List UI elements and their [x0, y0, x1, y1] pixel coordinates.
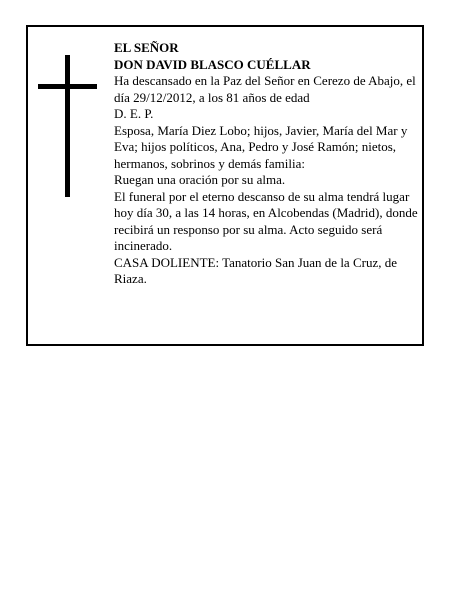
cross-vertical-bar	[65, 55, 70, 197]
family-list: Esposa, María Diez Lobo; hijos, Javier, María del Mar y Eva; hijos políticos, Ana, Pedro y José Ramón; nietos, hermanos, sobrinos y demás familia:	[114, 122, 408, 171]
prayer-request: Ruegan una oración por su alma.	[114, 172, 286, 187]
funeral-details: El funeral por el eterno descanso de su alma tendrá lugar hoy día 30, a las 14 horas, en Alcobendas (Madrid), donde recibirá un responso por su alma. Acto seguido será incinerado.	[114, 188, 418, 253]
mourning-house: CASA DOLIENTE: Tanatorio San Juan de la Cruz, de Riaza.	[114, 254, 397, 286]
cross-horizontal-bar	[38, 84, 97, 89]
deceased-name: DON DAVID BLASCO CUÉLLAR	[114, 56, 311, 72]
heading-title: EL SEÑOR	[114, 40, 179, 55]
death-announcement: Ha descansado en la Paz del Señor en Cerezo de Abajo, el día 29/12/2012, a los 81 años de edad	[114, 73, 416, 105]
rip-line: D. E. P.	[114, 106, 154, 121]
obituary-notice	[26, 25, 424, 346]
obituary-text	[114, 40, 426, 288]
